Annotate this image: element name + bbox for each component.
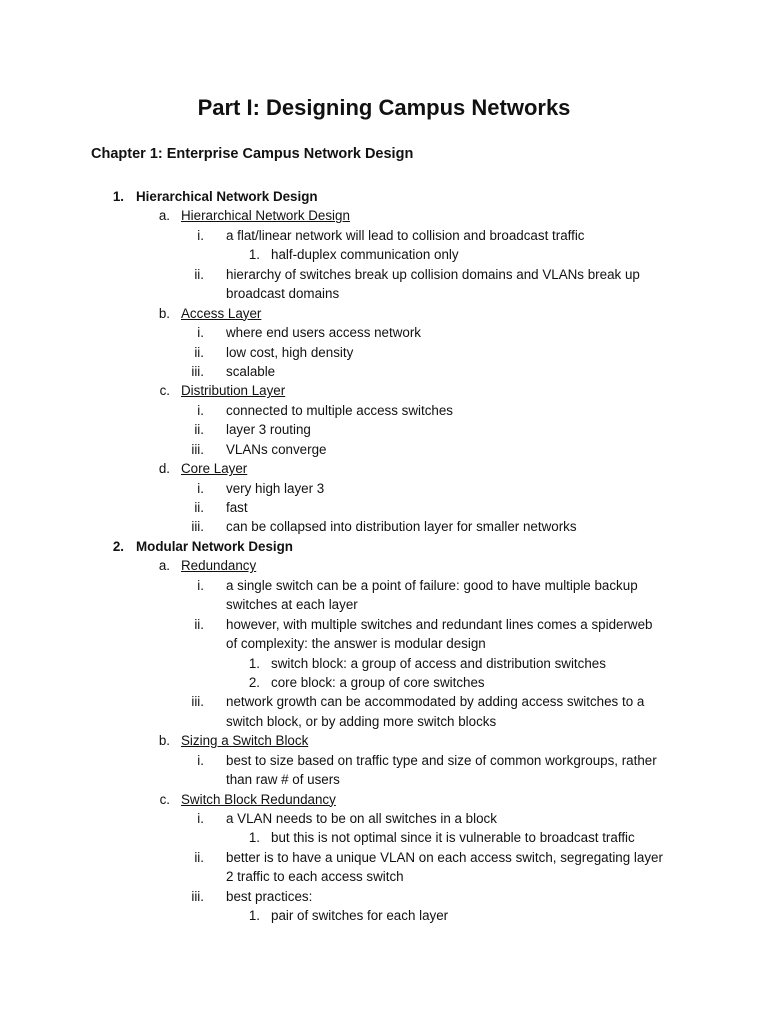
outline-item-level-3 (0, 595, 768, 614)
outline-item-level-3 (0, 343, 768, 362)
list-marker: i. (197, 325, 204, 341)
list-marker: b. (158, 733, 170, 749)
outline-item-level-2 (0, 304, 768, 323)
list-item-text: switches at each layer (226, 597, 358, 613)
list-marker: iii. (191, 519, 204, 535)
list-marker: ii. (194, 616, 204, 632)
outline-item-level-2 (0, 459, 768, 478)
page-title: Part I: Designing Campus Networks (197, 95, 571, 120)
list-item-text: VLANs converge (226, 441, 327, 457)
list-item-text: better is to have a unique VLAN on each access switch, segregating layer (226, 849, 663, 865)
list-item-text: switch block, or by adding more switch blocks (226, 713, 497, 729)
list-marker: b. (158, 305, 170, 321)
outline-item-level-2 (0, 731, 768, 750)
list-marker: iii. (191, 441, 204, 457)
list-item-text: Switch Block Redundancy (181, 791, 336, 807)
list-marker: 1. (112, 189, 124, 204)
list-marker: i. (197, 752, 204, 768)
list-item-text: of complexity: the answer is modular design (226, 636, 486, 652)
outline-item-level-3 (0, 576, 768, 595)
list-item-text: very high layer 3 (226, 480, 325, 496)
outline-item-level-3 (0, 420, 768, 439)
list-item-text: best to size based on traffic type and size of common workgroups, rather (226, 752, 657, 768)
list-marker: c. (159, 791, 170, 807)
list-item-text: Modular Network Design (136, 538, 293, 554)
outline-item-level-2 (0, 206, 768, 225)
outline-item-level-2 (0, 790, 768, 809)
outline-item-level-2 (0, 381, 768, 400)
outline-item-level-1 (0, 537, 768, 556)
outline-item-level-3 (0, 323, 768, 342)
outline-item-level-3 (0, 479, 768, 498)
list-item-text: switch block: a group of access and distribution switches (271, 655, 606, 671)
outline-item-level-3 (0, 440, 768, 459)
list-item-text: hierarchy of switches break up collision domains and VLANs break up (226, 266, 640, 282)
list-item-text: can be collapsed into distribution layer for smaller networks (226, 519, 577, 535)
list-item-text: layer 3 routing (226, 422, 311, 438)
list-item-text: a VLAN needs to be on all switches in a block (226, 811, 497, 826)
outline-item-level-4 (0, 828, 768, 847)
list-marker: ii. (194, 266, 204, 282)
outline-item-level-3 (0, 809, 768, 828)
list-item-text: scalable (226, 363, 276, 379)
outline-item-level-3 (0, 751, 768, 770)
outline-item-level-3 (0, 867, 768, 886)
list-marker: i. (197, 811, 204, 826)
outline-item-level-4 (0, 906, 768, 925)
outline-item-level-3 (0, 692, 768, 711)
list-marker: a. (158, 208, 170, 224)
list-marker: i. (197, 402, 204, 418)
list-item-text: low cost, high density (226, 344, 354, 360)
list-marker: a. (158, 558, 170, 574)
outline-item-level-3 (0, 770, 768, 789)
outline-list (0, 187, 768, 926)
list-marker: ii. (194, 344, 204, 360)
list-marker: d. (158, 461, 170, 477)
list-item-text: where end users access network (226, 325, 422, 341)
outline-item-level-3 (0, 615, 768, 634)
list-item-text: Distribution Layer (181, 383, 286, 399)
outline-item-level-4 (0, 673, 768, 692)
list-item-text: a flat/linear network will lead to collision and broadcast traffic (226, 227, 585, 243)
outline-item-level-3 (0, 848, 768, 867)
list-marker: iii. (191, 363, 204, 379)
list-item-text: connected to multiple access switches (226, 402, 454, 418)
list-marker: 2. (112, 538, 124, 554)
list-item-text: than raw # of users (226, 772, 340, 788)
list-item-text: pair of switches for each layer (271, 908, 449, 924)
outline-item-level-3 (0, 498, 768, 517)
list-marker: i. (197, 577, 204, 593)
outline-item-level-3 (0, 401, 768, 420)
list-marker: c. (159, 383, 170, 399)
list-marker: 1. (248, 655, 260, 671)
list-marker: 1. (248, 247, 260, 263)
list-marker: i. (197, 227, 204, 243)
list-item-text: half-duplex communication only (271, 247, 459, 263)
outline-item-level-3 (0, 362, 768, 381)
list-marker: i. (197, 480, 204, 496)
outline-item-level-3 (0, 712, 768, 731)
outline-item-level-3 (0, 265, 768, 284)
list-marker: ii. (194, 422, 204, 438)
list-marker: ii. (194, 500, 204, 515)
list-item-text: Access Layer (181, 305, 262, 321)
outline-item-level-3 (0, 226, 768, 245)
outline-item-level-4 (0, 654, 768, 673)
list-marker: iii. (191, 888, 204, 904)
list-item-text: but this is not optimal since it is vulnerable to broadcast traffic (271, 830, 635, 846)
outline-item-level-3 (0, 517, 768, 536)
chapter-heading: Chapter 1: Enterprise Campus Network Design (91, 146, 414, 162)
list-item-text: Sizing a Switch Block (181, 733, 309, 749)
list-item-text: broadcast domains (226, 286, 340, 302)
list-item-text: Core Layer (181, 461, 248, 477)
list-item-text: core block: a group of core switches (271, 674, 485, 690)
list-item-text: network growth can be accommodated by adding access switches to a (226, 694, 645, 710)
list-item-text: best practices: (226, 888, 313, 904)
outline-item-level-3 (0, 887, 768, 906)
list-item-text: however, with multiple switches and redundant lines comes a spiderweb (226, 616, 653, 632)
list-marker: iii. (191, 694, 204, 710)
outline-item-level-3 (0, 284, 768, 303)
outline-item-level-1 (0, 187, 768, 206)
outline-item-level-2 (0, 556, 768, 575)
list-item-text: fast (226, 500, 248, 515)
list-item-text: Hierarchical Network Design (136, 189, 318, 204)
list-marker: ii. (194, 849, 204, 865)
list-marker: 1. (248, 908, 260, 924)
outline-item-level-3 (0, 634, 768, 653)
list-item-text: Hierarchical Network Design (181, 208, 350, 224)
list-marker: 2. (248, 674, 260, 690)
list-item-text: Redundancy (181, 558, 257, 574)
outline-item-level-4 (0, 245, 768, 264)
list-item-text: 2 traffic to each access switch (226, 869, 404, 885)
list-marker: 1. (248, 830, 260, 846)
list-item-text: a single switch can be a point of failure: good to have multiple backup (226, 577, 638, 593)
